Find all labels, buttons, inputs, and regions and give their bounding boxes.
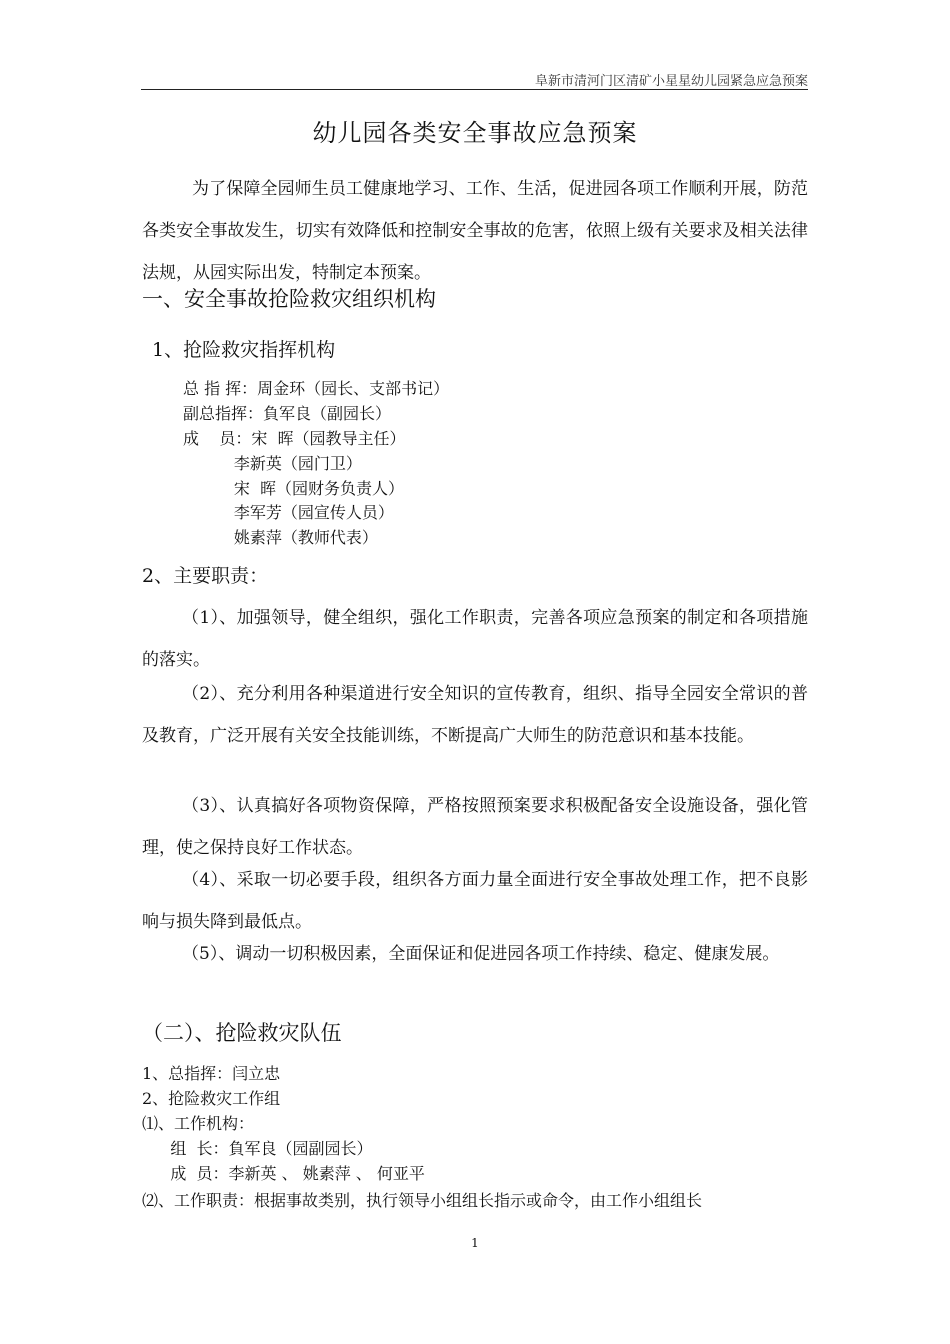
team-line: 2、抢险救灾工作组 xyxy=(142,1089,281,1108)
member-line: 宋 晖（园财务负责人） xyxy=(183,479,405,498)
member-line: 总 指 挥：周金环（园长、支部书记） xyxy=(183,379,450,398)
team-line: 1、总指挥：闫立忠 xyxy=(142,1064,281,1083)
team-line: 组 长：負军良（园副园长） xyxy=(150,1139,373,1158)
member-line: 李新英（园门卫） xyxy=(183,454,362,473)
section-2-heading: （二）、抢险救灾队伍 xyxy=(142,1021,342,1045)
team-line: ⑴、工作机构： xyxy=(142,1114,255,1133)
duty-item: （5）、调动一切积极因素，全面保证和促进园各项工作持续、稳定、健康发展。 xyxy=(182,944,780,964)
page-number: 1 xyxy=(471,1236,479,1250)
member-line: 副总指挥：負军良（副园长） xyxy=(183,404,392,423)
duty-item: （3）、认真搞好各项物资保障，严格按照预案要求积极配备安全设施设备，强化管理，使之保持良好工作状态。 xyxy=(142,796,808,858)
duty-item: （1）、加强领导，健全组织，强化工作职责，完善各项应急预案的制定和各项措施的落实。 xyxy=(142,608,808,670)
member-line: 姚素萍（教师代表） xyxy=(183,528,378,547)
intro-paragraph: 为了保障全园师生员工健康地学习、工作、生活，促进园各项工作顺利开展，防范各类安全事故发生，切实有效降低和控制安全事故的危害，依照上级有关要求及相关法律法规，从园实际出发，特制定本预案。 xyxy=(142,179,808,283)
duty-item: （4）、采取一切必要手段，组织各方面力量全面进行安全事故处理工作，把不良影响与损失降到最低点。 xyxy=(142,870,808,932)
team-line: ⑵、工作职责：根据事故类别，执行领导小组组长指示或命令，由工作小组组长 xyxy=(142,1191,703,1210)
team-line: 成 员：李新英 、 姚素萍 、 何亚平 xyxy=(150,1164,425,1183)
member-line: 李军芳（园宣传人员） xyxy=(183,503,394,522)
section-1-heading: 一、安全事故抢险救灾组织机构 xyxy=(142,287,436,311)
subsection-2-heading: 2、主要职责： xyxy=(142,565,269,587)
member-line: 成 员：宋 晖（园教导主任） xyxy=(183,429,406,448)
subsection-1-heading: 1、抢险救灾指挥机构 xyxy=(152,339,336,361)
document-title: 幼儿园各类安全事故应急预案 xyxy=(312,119,638,147)
duty-item: （2）、充分利用各种渠道进行安全知识的宣传教育，组织、指导全园安全常识的普及教育，广泛开展有关安全技能训练，不断提高广大师生的防范意识和基本技能。 xyxy=(142,684,808,746)
page-header: 阜新市清河门区清矿小星星幼儿园紧急应急预案 xyxy=(534,74,808,89)
header-divider xyxy=(141,89,808,90)
